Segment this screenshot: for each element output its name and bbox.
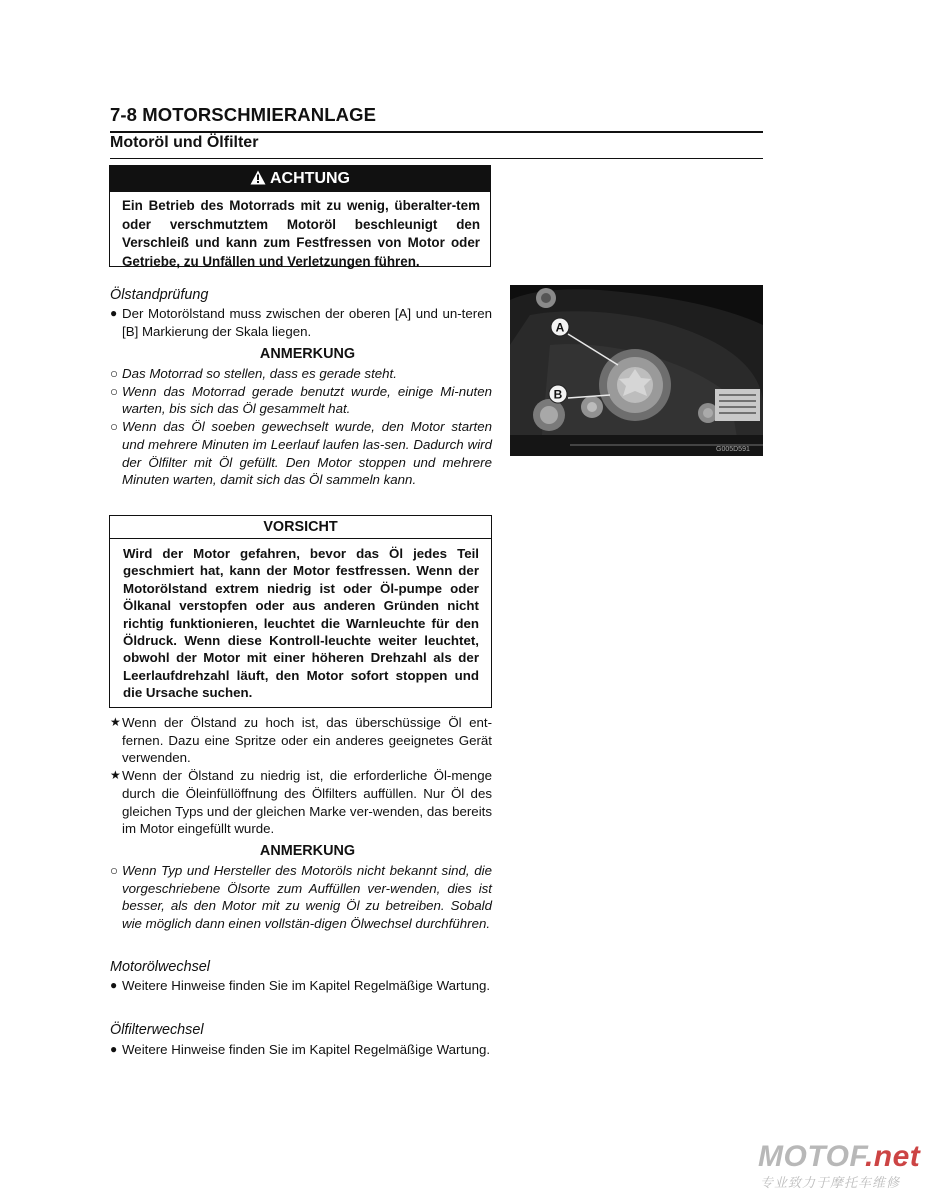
note-list (110, 365, 492, 489)
circle-bullet-icon: ○ (110, 383, 119, 399)
note-item: ○ Das Motorrad so stellen, dass es gerade steht. (110, 366, 397, 381)
oil-change-heading: Motorölwechsel (110, 959, 210, 975)
note-item: ○ Wenn das Motorrad gerade benutzt wurde, einige Mi-nuten warten, bis sich das Öl gesammelt hat. (110, 383, 492, 417)
section-rule (110, 158, 763, 159)
note-title: ANMERKUNG (259, 346, 356, 362)
caution-text: Wird der Motor gefahren, bevor das Öl jedes Teil geschmiert hat, kann der Motor festfressen. Wenn der Motorölstand extrem niedrig ist oder Öl-pumpe oder Ölkanal verstopfen oder aus anderen Gründen nicht richtig funktionieren, leuchtet die Warnleuchte für den Öldruck. Wenn diese Kontroll-leuchte weiter leuchtet, obwohl der Motor mit einer höheren Drehzahl als der Leerlaufdrehzahl läuft, den Motor sofort stoppen und die Ursache suchen. (123, 546, 479, 701)
circle-bullet-icon: ○ (110, 366, 119, 381)
motof-logo: MOTOF.net (758, 1140, 921, 1173)
warning-label: ACHTUNG (270, 170, 350, 187)
oil-level-bullet: ● Der Motorölstand muss zwischen der oberen [A] und un-teren [B] Markierung der Skala liegen. (110, 306, 492, 339)
note-title-2: ANMERKUNG (259, 843, 356, 859)
oil-change-bullet: ● Weitere Hinweise finden Sie im Kapitel Regelmäßige Wartung. (110, 978, 491, 993)
warning-header (110, 166, 490, 192)
warning-text: Ein Betrieb des Motorrads mit zu wenig, überalter-tem oder verschmutztem Motoröl beschleunigt den Verschleiß und kann zum Festfressen von Motor oder Getriebe, zu Unfällen und Verletzungen führen. (122, 198, 480, 270)
caution-label: VORSICHT (110, 516, 491, 539)
action-list (110, 714, 492, 838)
action-item: ★ Wenn der Ölstand zu hoch ist, das überschüssige Öl ent-fernen. Dazu eine Spritze oder ein anderes geeignetes Gerät verwenden. (110, 715, 492, 766)
motof-tagline: 专业致力于摩托车维修 (760, 1175, 901, 1190)
filter-change-bullet: ● Weitere Hinweise finden Sie im Kapitel Regelmäßige Wartung. (110, 1042, 491, 1057)
circle-bullet-icon: ○ (110, 419, 119, 435)
engine-photo-illustration (510, 285, 763, 456)
title-rule (110, 131, 763, 133)
figure-code: G005D591 (716, 446, 750, 453)
action-item: ★ Wenn der Ölstand zu niedrig ist, die erforderliche Öl-menge durch die Öleinfüllöffnung des Ölfilters auffüllen. Nur Öl des gleichen Typs und der gleichen Marke ver-wenden, das bereits im Motor eingefüllt wurde. (110, 768, 492, 837)
label-b: B (553, 387, 563, 402)
warning-box (109, 165, 491, 270)
star-icon: ★ (110, 715, 121, 729)
bullet-icon: ● (110, 978, 118, 992)
bullet-icon: ● (110, 1042, 118, 1056)
caution-box (109, 515, 492, 708)
note-item: ○ Wenn das Öl soeben gewechselt wurde, den Motor starten und mehrere Minuten im Leerlauf laufen las-sen. Dadurch wird der Ölfilter mit Öl gefüllt. Den Motor stoppen und mehrere Minuten warten, damit sich das Öl sammeln kann. (110, 419, 492, 488)
section-title: Motoröl und Ölfilter (110, 134, 259, 151)
engine-oil-level-photo (510, 285, 763, 456)
filter-change-heading: Ölfilterwechsel (110, 1022, 204, 1038)
bullet-icon: ● (110, 306, 118, 320)
note-item-2: ○ Wenn Typ und Hersteller des Motoröls nicht bekannt sind, die vorgeschriebene Ölsorte zum Auffüllen ver-wenden, dies ist besser, als den Motor mit zu wenig Öl zu betreiben. Sobald wie möglich dann einen vollstän-digen Ölwechsel durchführen. (110, 863, 492, 932)
circle-bullet-icon: ○ (110, 863, 119, 878)
warning-triangle-icon (250, 170, 266, 185)
chapter-title: 7-8 MOTORSCHMIERANLAGE (110, 104, 377, 125)
oil-level-heading: Ölstandprüfung (110, 287, 209, 303)
star-icon: ★ (110, 768, 121, 783)
label-a: A (555, 320, 565, 335)
